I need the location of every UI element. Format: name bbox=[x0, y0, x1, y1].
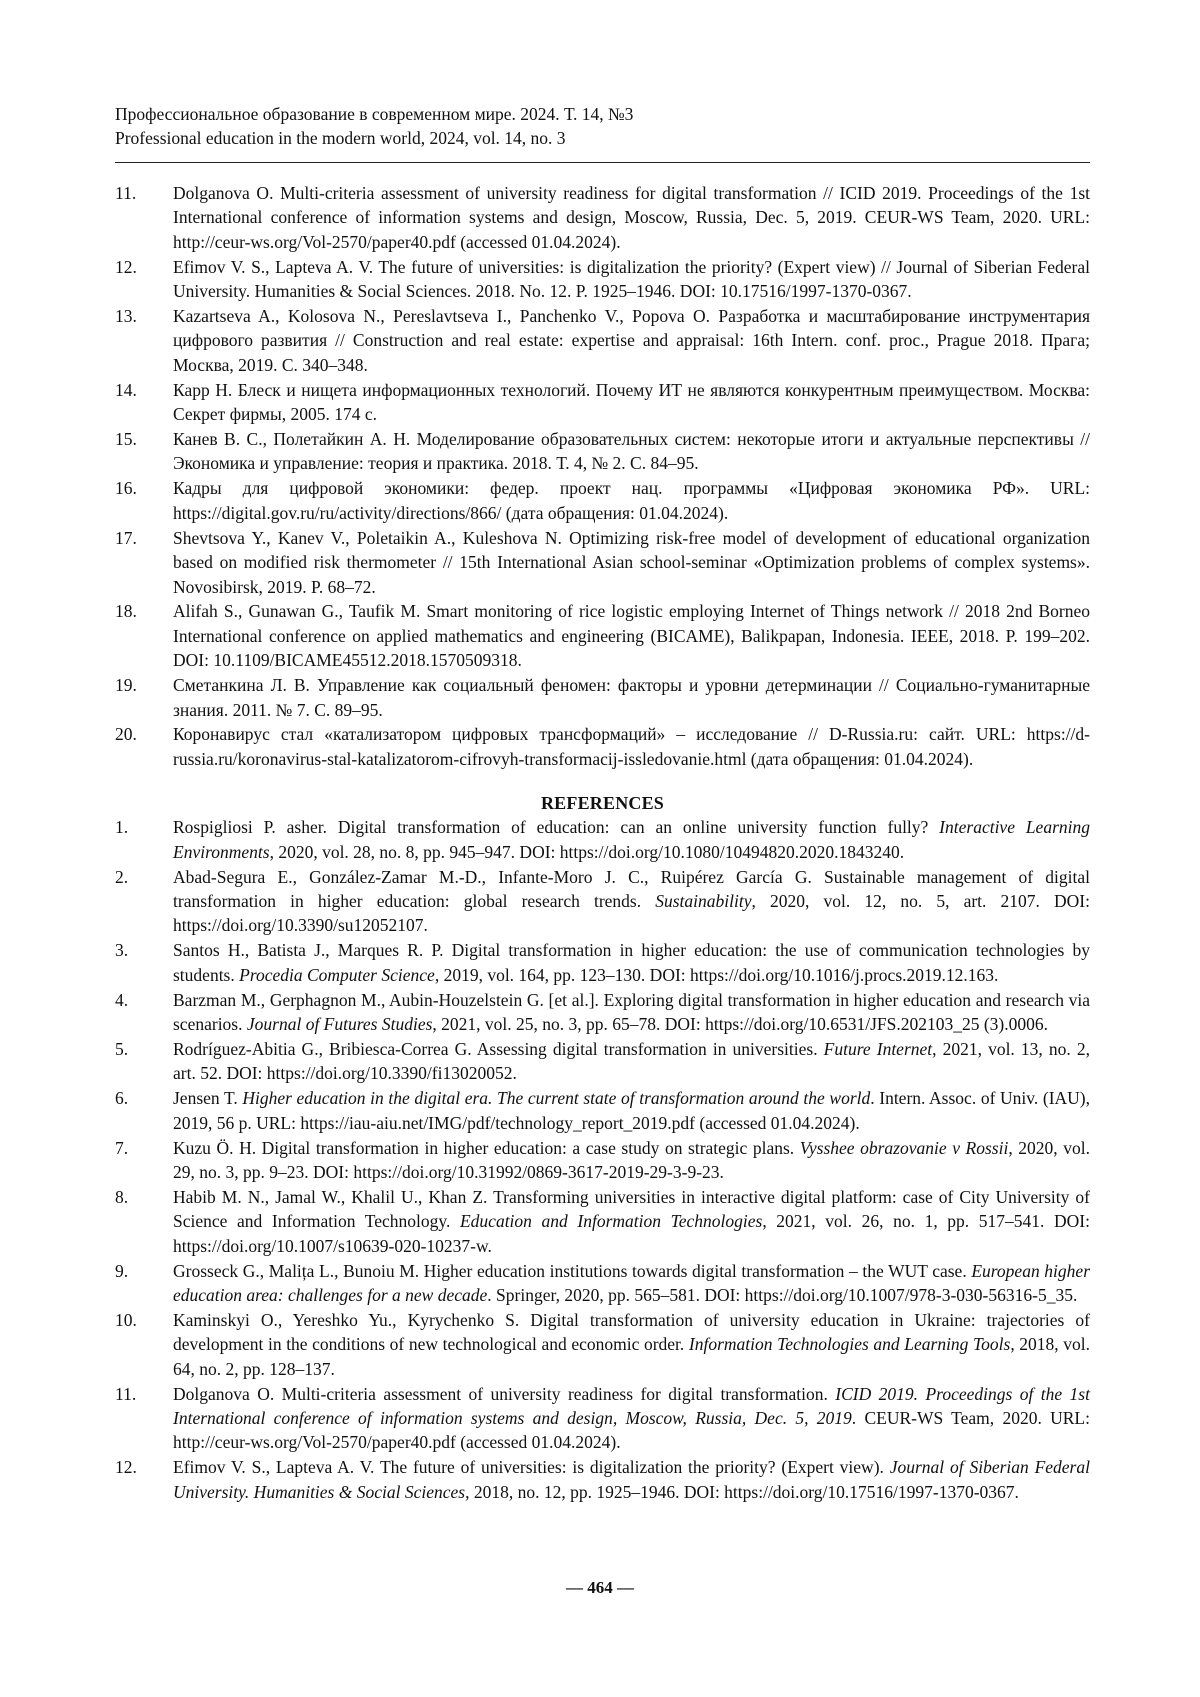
reference-number: 14. bbox=[115, 378, 173, 427]
reference-text bbox=[173, 1259, 1090, 1308]
reference-number: 19. bbox=[115, 673, 173, 722]
reference-text-part: , 2020, vol. 28, no. 8, pp. 945–947. DOI: https://doi.org/10.1080/10494820.2020.1843240. bbox=[270, 842, 905, 862]
reference-number: 7. bbox=[115, 1136, 173, 1185]
reference-number: 13. bbox=[115, 304, 173, 377]
reference-text-part: Efimov V. S., Lapteva A. V. The future of universities: is digitalization the priority? (Expert view). bbox=[173, 1457, 890, 1477]
reference-text-part: . Intern. Assoc. of Univ. (IAU), 2019, 56 p. URL: https://iau-aiu.net/IMG/pdf/technology_report_2019.pdf (accessed 01.04.2024). bbox=[173, 1088, 1090, 1132]
reference-text bbox=[173, 1455, 1090, 1504]
reference-number: 15. bbox=[115, 427, 173, 476]
reference-text bbox=[173, 1185, 1090, 1258]
reference-item bbox=[115, 255, 1090, 304]
reference-source-title: Journal of Siberian Federal University. Humanities & Social Sciences bbox=[173, 1457, 1090, 1501]
reference-text-part: , 2020, vol. 29, no. 3, pp. 9–23. DOI: https://doi.org/10.31992/0869-3617-2019-29-3-9-23. bbox=[173, 1138, 1090, 1182]
reference-item bbox=[115, 1382, 1090, 1455]
reference-item bbox=[115, 865, 1090, 938]
reference-text-part: Сметанкина Л. В. Управление как социальный феномен: факторы и уровни детерминации // Социально-гуманитарные знания. 2011. № 7. С. 89–95. bbox=[173, 675, 1090, 719]
reference-item bbox=[115, 181, 1090, 254]
reference-source-title: Higher education in the digital era. The current state of transformation around the world bbox=[242, 1088, 870, 1108]
reference-text-part: Dolganova O. Multi-criteria assessment of university readiness for digital transformation // ICID 2019. Proceedings of the 1st International conference of information systems and design, Moscow, Russia, Dec. 5, 2019. CEUR-WS Team, 2020. URL: http://ceur-ws.org/Vol-2570/paper40.pdf (accessed 01.04.2024). bbox=[173, 183, 1090, 252]
reference-number: 10. bbox=[115, 1308, 173, 1381]
reference-source-title: Vysshee obrazovanie v Rossii bbox=[800, 1138, 1009, 1158]
references-title: REFERENCES bbox=[115, 791, 1090, 815]
reference-text bbox=[173, 988, 1090, 1037]
reference-source-title: Education and Information Technologies bbox=[460, 1211, 762, 1231]
reference-text bbox=[173, 476, 1090, 525]
reference-text bbox=[173, 526, 1090, 599]
reference-text-part: Shevtsova Y., Kanev V., Poletaikin A., Kuleshova N. Optimizing risk-free model of development of educational organization based on modified risk thermometer // 15th International Asian school-seminar «Optimization problems of complex systems». Novosibirsk, 2019. P. 68–72. bbox=[173, 528, 1090, 597]
reference-text bbox=[173, 304, 1090, 377]
reference-item bbox=[115, 1259, 1090, 1308]
reference-text-part: Kaminskyi O., Yereshko Yu., Kyrychenko S. Digital transformation of university education in Ukraine: trajectories of development in the conditions of new technological and economic order. bbox=[173, 1310, 1090, 1354]
reference-text bbox=[173, 427, 1090, 476]
reference-text-part: . Springer, 2020, pp. 565–581. DOI: https://doi.org/10.1007/978-3-030-56316-5_35. bbox=[487, 1285, 1077, 1305]
reference-item bbox=[115, 673, 1090, 722]
reference-item bbox=[115, 599, 1090, 672]
reference-source-title: Future Internet bbox=[824, 1039, 932, 1059]
reference-text bbox=[173, 255, 1090, 304]
reference-text bbox=[173, 378, 1090, 427]
reference-text-part: , 2021, vol. 26, no. 1, pp. 517–541. DOI: https://doi.org/10.1007/s10639-020-10237-w. bbox=[173, 1211, 1090, 1255]
reference-text bbox=[173, 181, 1090, 254]
reference-item bbox=[115, 988, 1090, 1037]
reference-text bbox=[173, 1136, 1090, 1185]
reference-text-part: Коронавирус стал «катализатором цифровых трансформаций» – исследование // D-Russia.ru: сайт. URL: https://d-russia.ru/koronavirus-stal-katalizatorom-cifrovyh-transformacij-issledovanie.html (дата обращения: 01.04.2024). bbox=[173, 724, 1090, 768]
reference-text-part: Кадры для цифровой экономики: федер. проект нац. программы «Цифровая экономика РФ». URL: https://digital.gov.ru/ru/activity/directions/866/ (дата обращения: 01.04.2024). bbox=[173, 478, 1090, 522]
reference-text-part: Santos H., Batista J., Marques R. P. Digital transformation in higher education: the use of communication technologies by students. bbox=[173, 940, 1090, 984]
reference-number: 11. bbox=[115, 1382, 173, 1455]
reference-item bbox=[115, 1308, 1090, 1381]
reference-item bbox=[115, 378, 1090, 427]
reference-item bbox=[115, 1037, 1090, 1086]
reference-number: 18. bbox=[115, 599, 173, 672]
reference-number: 16. bbox=[115, 476, 173, 525]
reference-text-part: . CEUR-WS Team, 2020. URL: http://ceur-ws.org/Vol-2570/paper40.pdf (accessed 01.04.2024). bbox=[173, 1408, 1090, 1452]
reference-text bbox=[173, 673, 1090, 722]
reference-text bbox=[173, 1086, 1090, 1135]
reference-text-part: Kazartseva A., Kolosova N., Pereslavtseva I., Panchenko V., Popova O. Разработка и масштабирование инструментария цифрового развития // Construction and real estate: expertise and appraisal: 16th Intern. conf. proc., Prague 2018. Прага; Москва, 2019. С. 340–348. bbox=[173, 306, 1090, 375]
reference-text bbox=[173, 599, 1090, 672]
reference-text-part: Grosseck G., Malița L., Bunoiu M. Higher education institutions towards digital transformation – the WUT case. bbox=[173, 1261, 971, 1281]
page-number: — 464 — bbox=[0, 1578, 1200, 1598]
reference-number: 12. bbox=[115, 255, 173, 304]
reference-number: 4. bbox=[115, 988, 173, 1037]
reference-number: 9. bbox=[115, 1259, 173, 1308]
reference-text-part: Efimov V. S., Lapteva A. V. The future of universities: is digitalization the priority? (Expert view) // Journal of Siberian Federal University. Humanities & Social Sciences. 2018. No. 12. P. 1925–1946. DOI: 10.17516/1997-1370-0367. bbox=[173, 257, 1090, 301]
reference-item bbox=[115, 526, 1090, 599]
reference-item bbox=[115, 938, 1090, 987]
reference-text-part: , 2021, vol. 13, no. 2, art. 52. DOI: https://doi.org/10.3390/fi13020052. bbox=[173, 1039, 1090, 1083]
reference-item bbox=[115, 1136, 1090, 1185]
reference-text-part: , 2021, vol. 25, no. 3, pp. 65–78. DOI: https://doi.org/10.6531/JFS.202103_25 (3).0006. bbox=[432, 1014, 1048, 1034]
reference-number: 3. bbox=[115, 938, 173, 987]
reference-text-part: Dolganova O. Multi-criteria assessment of university readiness for digital transformation. bbox=[173, 1384, 835, 1404]
reference-text-part: Jensen T. bbox=[173, 1088, 242, 1108]
journal-header-ru: Профессиональное образование в современном мире. 2024. Т. 14, №3 bbox=[115, 102, 1090, 126]
reference-source-title: Journal of Futures Studies bbox=[247, 1014, 433, 1034]
reference-number: 11. bbox=[115, 181, 173, 254]
reference-number: 5. bbox=[115, 1037, 173, 1086]
reference-text-part: , 2018, no. 12, pp. 1925–1946. DOI: https://doi.org/10.17516/1997-1370-0367. bbox=[465, 1482, 1019, 1502]
reference-text-part: , 2019, vol. 164, pp. 123–130. DOI: https://doi.org/10.1016/j.procs.2019.12.163. bbox=[435, 965, 999, 985]
reference-number: 1. bbox=[115, 815, 173, 864]
header-divider bbox=[115, 162, 1090, 163]
reference-text bbox=[173, 722, 1090, 771]
page bbox=[115, 102, 1090, 1505]
reference-text-part: Kuzu Ö. H. Digital transformation in higher education: a case study on strategic plans. bbox=[173, 1138, 800, 1158]
reference-text-part: , 2018, vol. 64, no. 2, pp. 128–137. bbox=[173, 1334, 1090, 1378]
reference-text bbox=[173, 1308, 1090, 1381]
reference-item bbox=[115, 1185, 1090, 1258]
reference-item bbox=[115, 1455, 1090, 1504]
reference-text bbox=[173, 815, 1090, 864]
reference-source-title: Sustainability bbox=[655, 891, 751, 911]
reference-item bbox=[115, 304, 1090, 377]
reference-number: 2. bbox=[115, 865, 173, 938]
reference-item bbox=[115, 476, 1090, 525]
reference-text bbox=[173, 865, 1090, 938]
reference-number: 12. bbox=[115, 1455, 173, 1504]
reference-number: 6. bbox=[115, 1086, 173, 1135]
reference-text-part: Habib M. N., Jamal W., Khalil U., Khan Z. Transforming universities in interactive digital platform: case of City University of Science and Information Technology. bbox=[173, 1187, 1090, 1231]
reference-item bbox=[115, 427, 1090, 476]
reference-source-title: Interactive Learning Environments bbox=[173, 817, 1090, 861]
reference-item bbox=[115, 722, 1090, 771]
reference-text-part: Rospigliosi P. asher. Digital transformation of education: can an online university function fully? bbox=[173, 817, 939, 837]
reference-number: 8. bbox=[115, 1185, 173, 1258]
reference-item bbox=[115, 815, 1090, 864]
reference-number: 20. bbox=[115, 722, 173, 771]
reference-text-part: Карр Н. Блеск и нищета информационных технологий. Почему ИТ не являются конкурентным преимуществом. Москва: Секрет фирмы, 2005. 174 с. bbox=[173, 380, 1090, 424]
reference-text bbox=[173, 1037, 1090, 1086]
reference-text-part: Rodríguez-Abitia G., Bribiesca-Correa G. Assessing digital transformation in universities. bbox=[173, 1039, 824, 1059]
reference-text-part: Abad-Segura E., González-Zamar M.-D., Infante-Moro J. C., Ruipérez García G. Sustainable management of digital transformation in higher education: global research trends. bbox=[173, 867, 1090, 911]
reference-source-title: European higher education area: challenges for a new decade bbox=[173, 1261, 1090, 1305]
reference-text-part: Alifah S., Gunawan G., Taufik M. Smart monitoring of rice logistic employing Internet of Things network // 2018 2nd Borneo International conference on applied mathematics and engineering (BICAME), Balikpapan, Indonesia. IEEE, 2018. P. 199–202. DOI: 10.1109/BICAME45512.2018.1570509318. bbox=[173, 601, 1090, 670]
reference-source-title: ICID 2019. Proceedings of the 1st International conference of information systems and design, Moscow, Russia, Dec. 5, 2019 bbox=[173, 1384, 1090, 1428]
reference-text-part: Barzman M., Gerphagnon M., Aubin-Houzelstein G. [et al.]. Exploring digital transformation in higher education and research via scenarios. bbox=[173, 990, 1090, 1034]
reference-text-part: , 2020, vol. 12, no. 5, art. 2107. DOI: https://doi.org/10.3390/su12052107. bbox=[173, 891, 1090, 935]
reference-source-title: Information Technologies and Learning Tools bbox=[689, 1334, 1010, 1354]
literature-list bbox=[115, 181, 1090, 771]
references-list bbox=[115, 815, 1090, 1504]
reference-source-title: Procedia Computer Science bbox=[239, 965, 435, 985]
reference-text-part: Канев В. С., Полетайкин А. Н. Моделирование образовательных систем: некоторые итоги и актуальные перспективы // Экономика и управление: теория и практика. 2018. Т. 4, № 2. С. 84–95. bbox=[173, 429, 1090, 473]
reference-text bbox=[173, 938, 1090, 987]
reference-item bbox=[115, 1086, 1090, 1135]
reference-text bbox=[173, 1382, 1090, 1455]
journal-header-en: Professional education in the modern world, 2024, vol. 14, no. 3 bbox=[115, 126, 1090, 150]
reference-number: 17. bbox=[115, 526, 173, 599]
